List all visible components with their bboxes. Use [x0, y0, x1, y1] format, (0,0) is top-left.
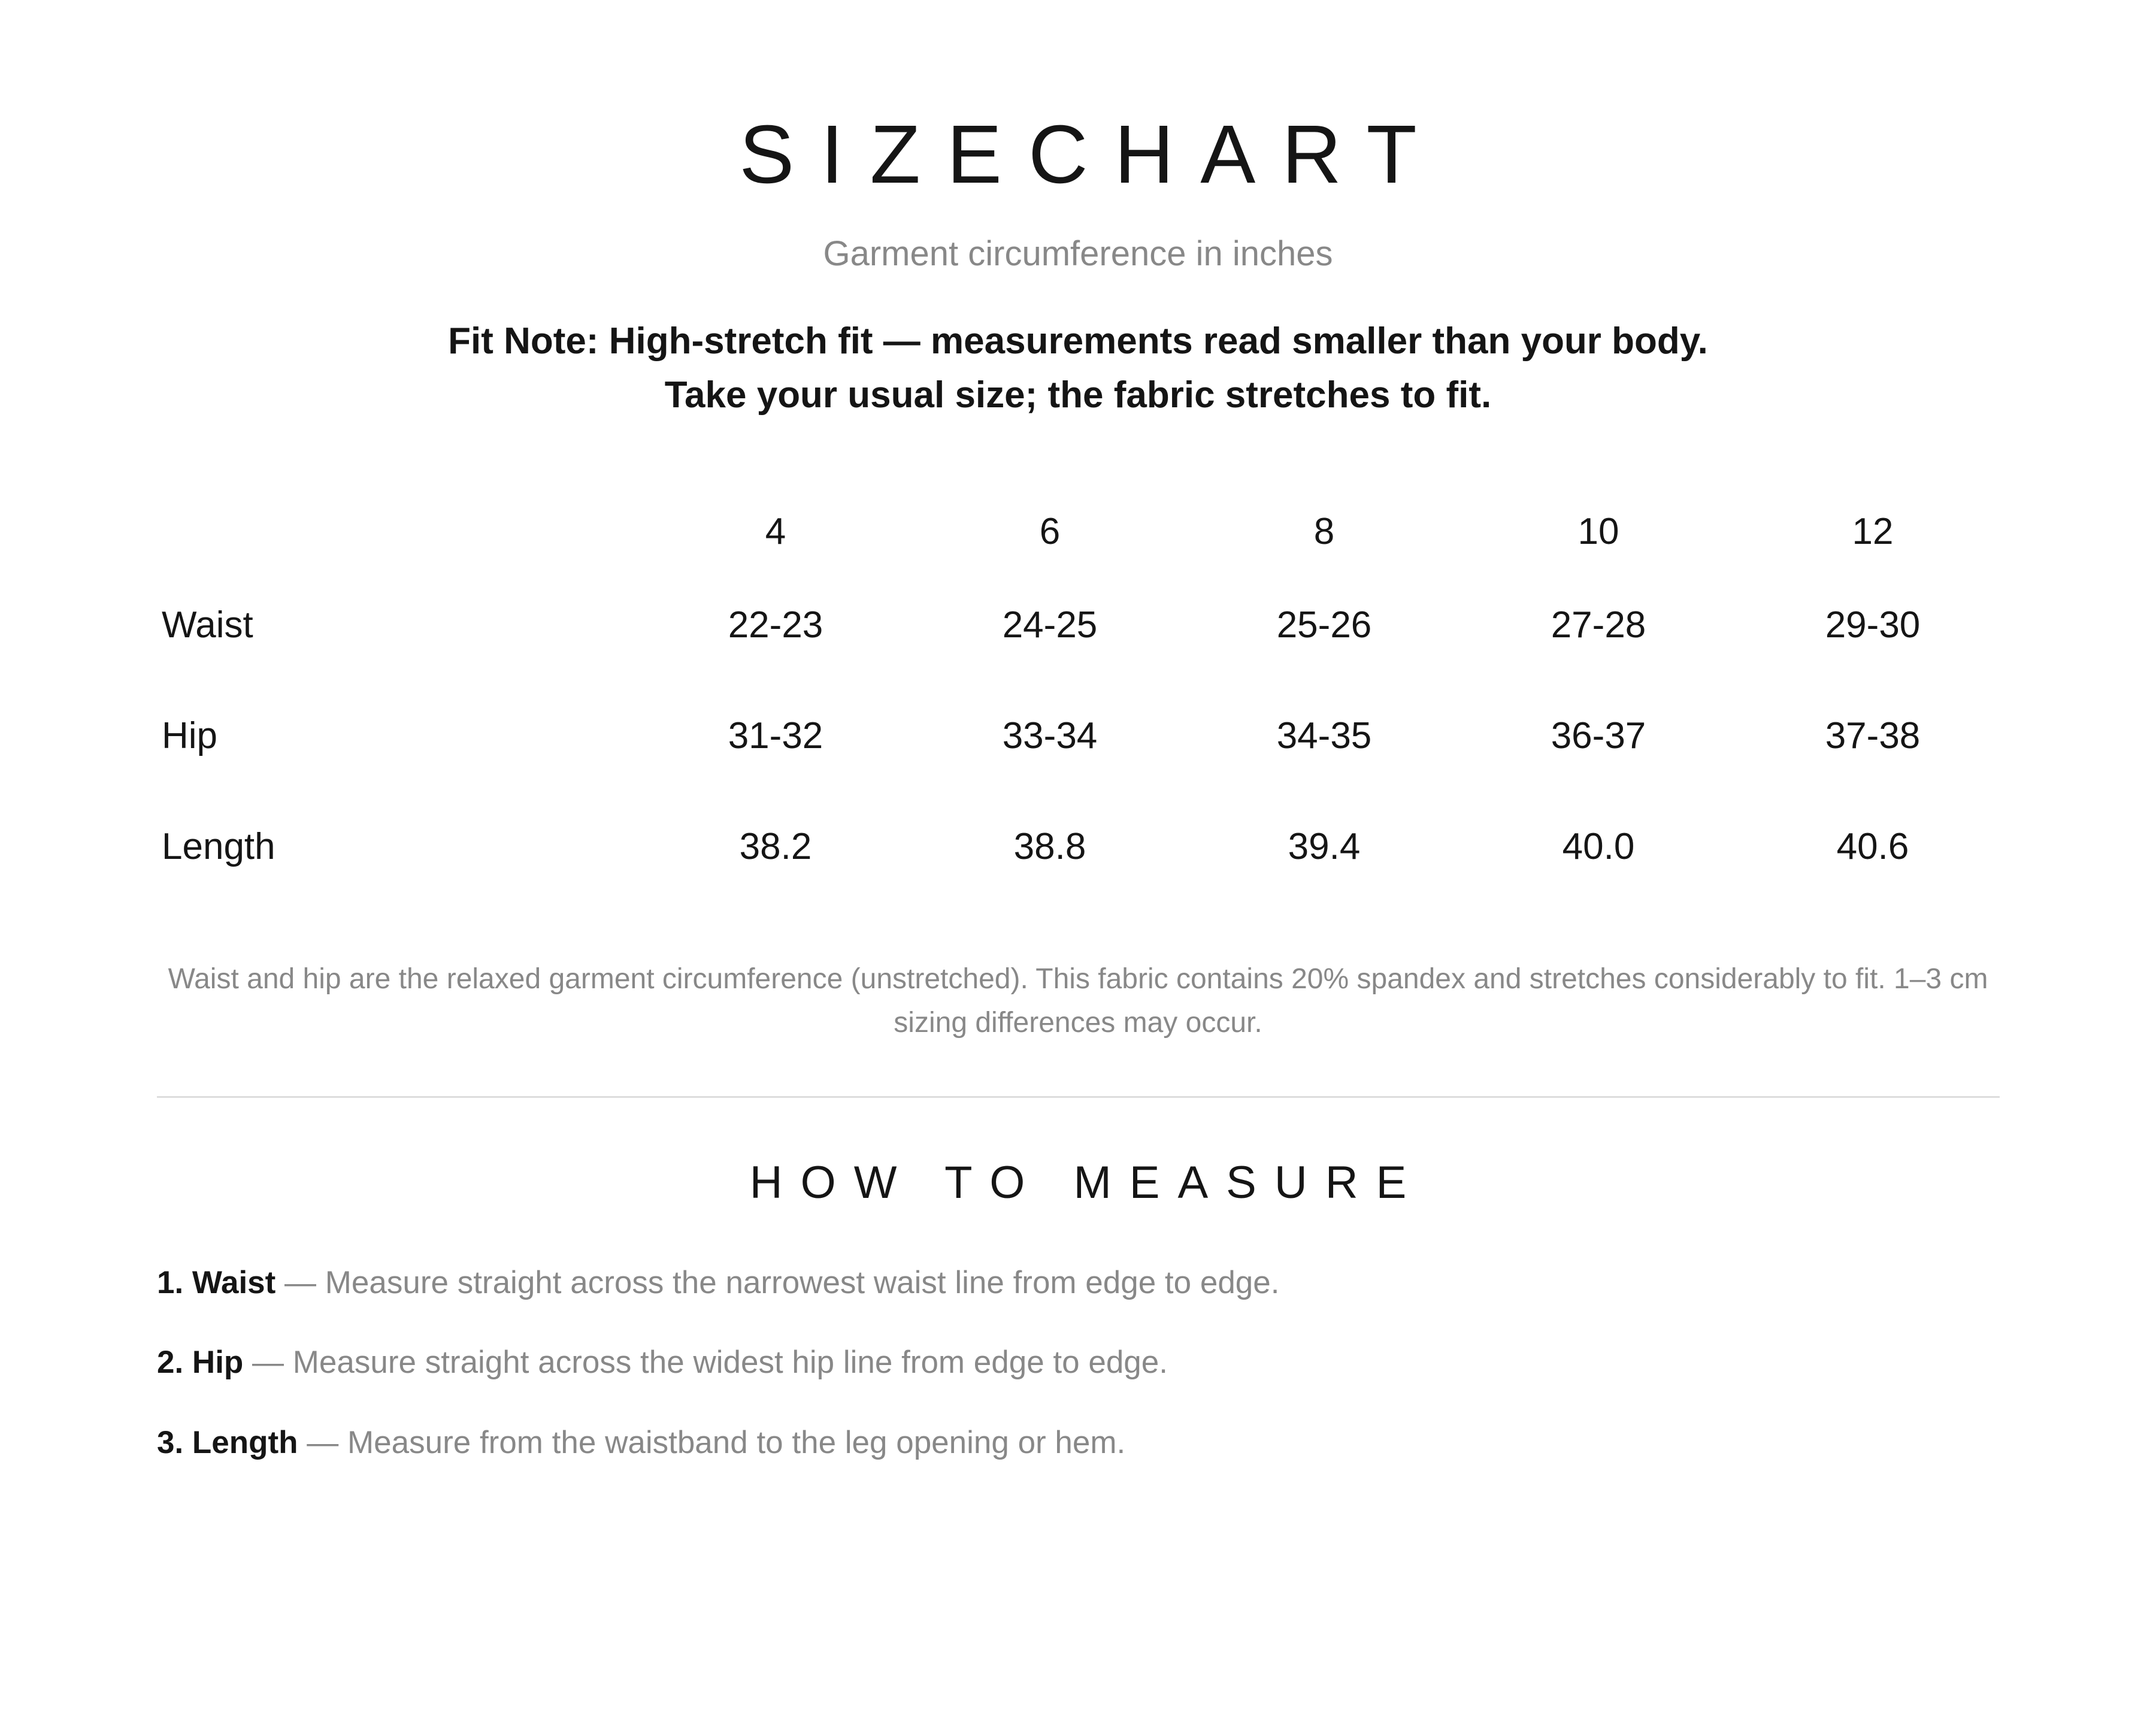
table-cell: 38.2 — [739, 826, 812, 867]
size-header: 12 — [1852, 511, 1894, 552]
table-cell: 37-38 — [1825, 715, 1921, 756]
step-label: 1. Waist — [157, 1265, 276, 1300]
table-cell: 24-25 — [1002, 604, 1098, 646]
fit-note-line-2: Take your usual size; the fabric stretches to fit. — [664, 374, 1492, 416]
measure-step-waist — [157, 1259, 1280, 1307]
size-header: 10 — [1577, 511, 1619, 552]
table-cell: 39.4 — [1288, 826, 1361, 867]
sizing-footnote: Waist and hip are the relaxed garment circumference (unstretched). This fabric contains 20% spandex and stretches considerably to fit. 1–3 cm sizing differences may occur. — [168, 963, 1988, 1039]
table-cell: 29-30 — [1825, 604, 1921, 646]
page-subtitle: Garment circumference in inches — [823, 234, 1333, 273]
table-cell: 40.0 — [1562, 826, 1635, 867]
table-cell: 22-23 — [728, 604, 823, 646]
size-header: 6 — [1039, 511, 1061, 552]
table-cell: 31-32 — [728, 715, 823, 756]
how-to-measure-title: HOW TO MEASURE — [749, 1157, 1425, 1208]
step-text: — Measure straight across the widest hip line from edge to edge. — [243, 1345, 1168, 1380]
row-label-waist: Waist — [162, 604, 253, 646]
table-cell: 40.6 — [1836, 826, 1909, 867]
table-cell: 36-37 — [1551, 715, 1646, 756]
step-text: — Measure straight across the narrowest waist line from edge to edge. — [275, 1265, 1280, 1300]
table-cell: 27-28 — [1551, 604, 1646, 646]
row-label-length: Length — [162, 826, 275, 867]
step-label: 2. Hip — [157, 1345, 244, 1380]
table-cell: 25-26 — [1276, 604, 1372, 646]
measure-step-hip — [157, 1339, 1168, 1387]
size-header: 8 — [1313, 511, 1335, 552]
row-label-hip: Hip — [162, 715, 218, 756]
measure-step-length — [157, 1419, 1125, 1467]
page-title: SIZECHART — [739, 108, 1443, 201]
step-label: 3. Length — [157, 1425, 298, 1460]
table-cell: 34-35 — [1276, 715, 1372, 756]
table-cell: 33-34 — [1002, 715, 1098, 756]
table-cell: 38.8 — [1013, 826, 1086, 867]
size-header: 4 — [765, 511, 786, 552]
fit-note-line-1: Fit Note: High-stretch fit — measurements read smaller than your body. — [448, 320, 1708, 362]
step-text: — Measure from the waistband to the leg opening or hem. — [298, 1425, 1126, 1460]
section-divider — [157, 1096, 2000, 1098]
